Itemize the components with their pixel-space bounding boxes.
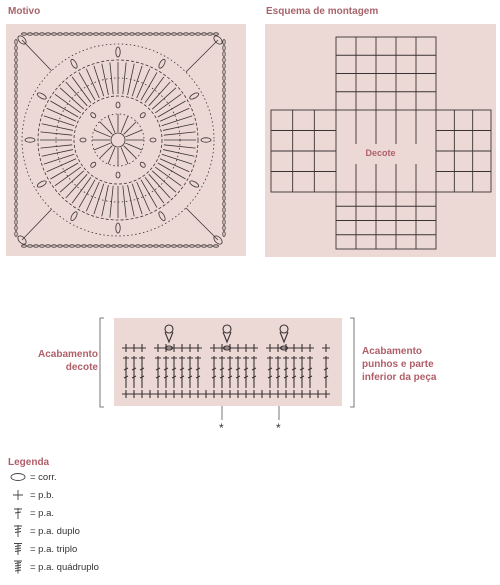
treble-four-bar-icon [8,560,28,574]
edging-left-label: Acabamento decote [37,349,98,373]
left-bracket [100,318,104,407]
legend-title: Legenda [8,457,50,468]
assembly-title: Esquema de montagem [266,6,379,17]
right-bracket [350,318,354,407]
neckline-label: Decote [365,148,396,158]
motif-title: Motivo [8,6,41,17]
legend-item: = p.a. duplo [8,524,80,538]
treble-one-bar-icon [8,506,28,520]
treble-two-bar-icon [8,524,28,538]
repeat-marker-2: * [276,421,281,435]
legend-item: = p.a. triplo [8,542,77,556]
legend-item: = corr. [8,470,57,484]
edging-right-label: Acabamento punhos e parte inferior da peça [362,346,437,383]
repeat-marker-1: * [219,421,224,435]
chain-oval-icon [8,470,28,484]
legend-item: = p.b. [8,488,54,502]
treble-three-bar-icon [8,542,28,556]
legend-item: = p.a. quádruplo [8,560,99,574]
legend-item: = p.a. [8,506,54,520]
plus-cross-icon [8,488,28,502]
